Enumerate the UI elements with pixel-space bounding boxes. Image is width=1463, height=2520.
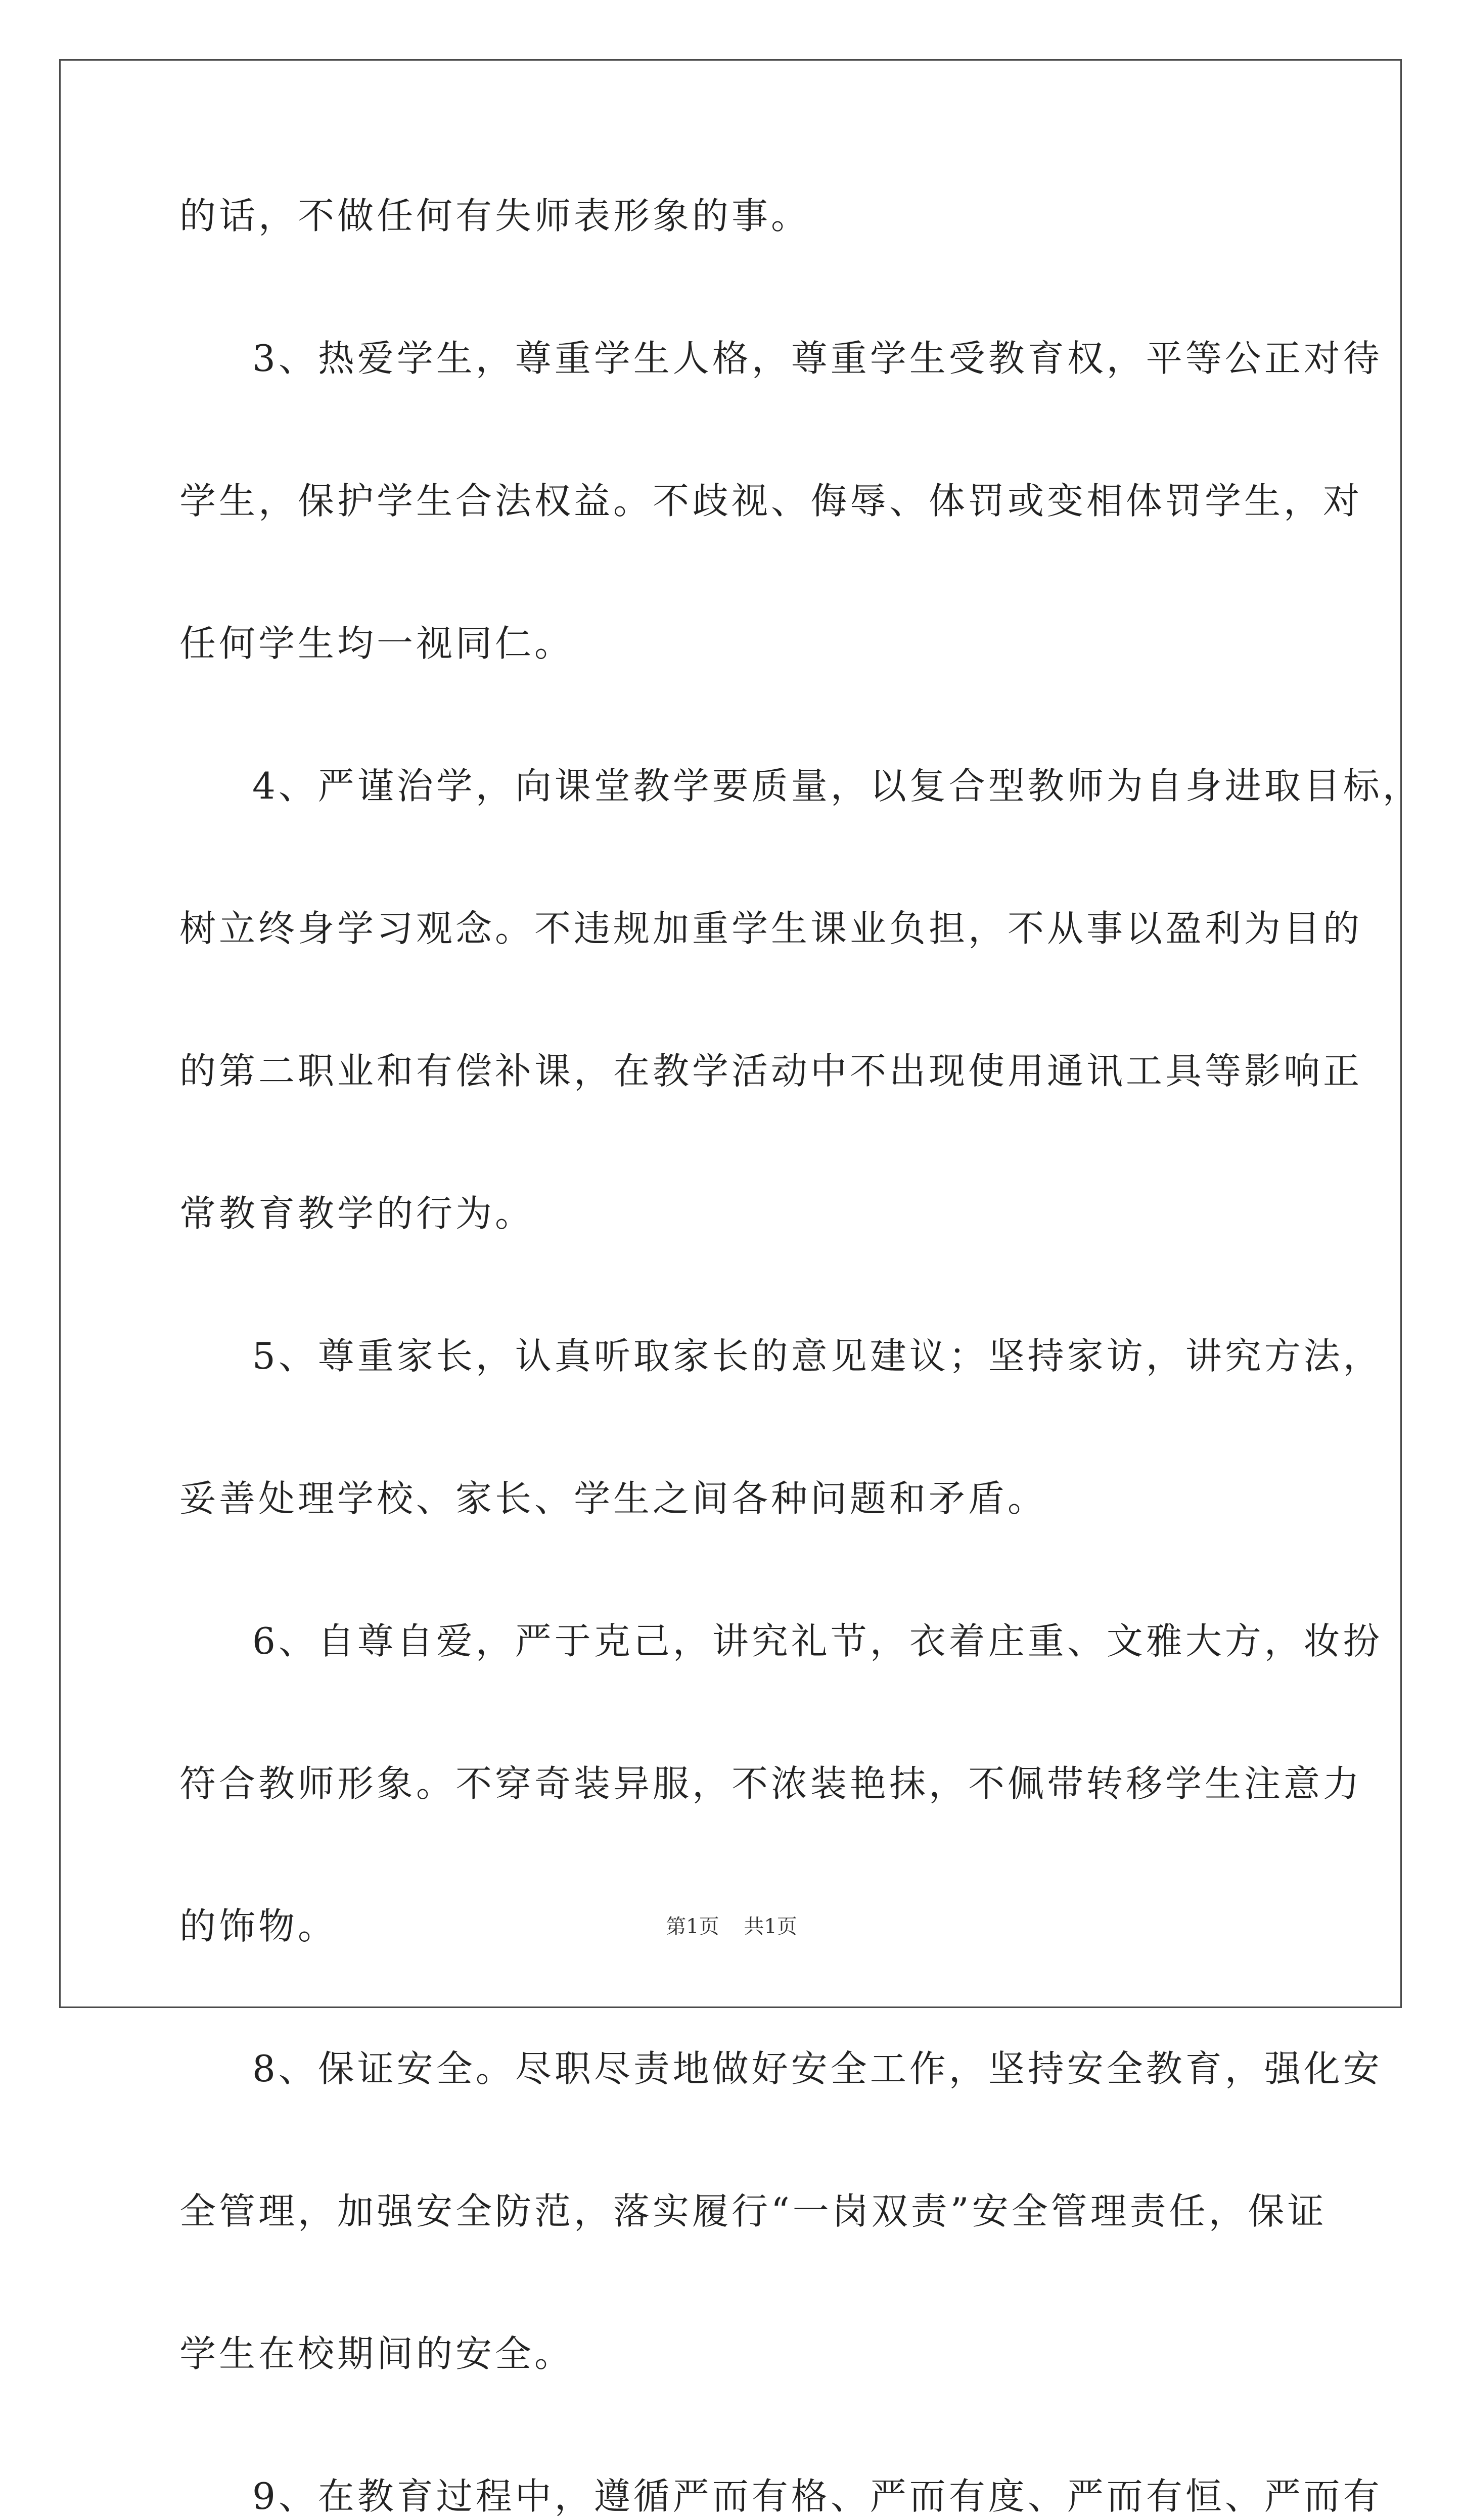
paragraph-5-line-2: 妥善处理学校、家长、学生之间各种问题和矛盾。 xyxy=(179,1477,1047,1520)
page-footer xyxy=(0,1910,1463,1939)
text-line: 的话，不做任何有失师表形象的事。 xyxy=(179,195,811,237)
paragraph-3-line-2: 学生，保护学生合法权益。不歧视、侮辱、体罚或变相体罚学生，对 xyxy=(179,480,1363,522)
paragraph-3-line-1: 3、热爱学生，尊重学生人格，尊重学生受教育权，平等公正对待 xyxy=(252,337,1383,380)
paragraph-6-line-3: 的饰物。 xyxy=(179,1905,338,1947)
paragraph-3-line-3: 任何学生均一视同仁。 xyxy=(179,622,574,665)
paragraph-6-line-1: 6、自尊自爱，严于克己，讲究礼节，衣着庄重、文雅大方，妆扮 xyxy=(252,1620,1383,1662)
paragraph-5-line-1: 5、尊重家长，认真听取家长的意见建议；坚持家访，讲究方法， xyxy=(252,1335,1383,1377)
paragraph-4-line-4: 常教育教学的行为。 xyxy=(179,1192,535,1235)
document-body xyxy=(179,192,1422,2520)
paragraph-9-line-1: 9、在教育过程中，遵循严而有格、严而有度、严而有恒、严而有 xyxy=(252,2475,1383,2517)
page-total: 共1页 xyxy=(744,1915,797,1938)
paragraph-4-line-1: 4、严谨治学，向课堂教学要质量，以复合型教师为自身进取目标， xyxy=(252,765,1422,807)
page-number: 第1页 xyxy=(666,1915,719,1938)
paragraph-8-line-2: 全管理，加强安全防范，落实履行“一岗双责”安全管理责任，保证 xyxy=(179,2190,1327,2232)
paragraph-6-line-2: 符合教师形象。不穿奇装异服，不浓装艳抹，不佩带转移学生注意力 xyxy=(179,1762,1363,1805)
paragraph-4-line-2: 树立终身学习观念。不违规加重学生课业负担，不从事以盈利为目的 xyxy=(179,907,1363,950)
paragraph-4-line-3: 的第二职业和有偿补课，在教学活动中不出现使用通讯工具等影响正 xyxy=(179,1050,1363,1092)
paragraph-8-line-1: 8、保证安全。尽职尽责地做好安全工作，坚持安全教育，强化安 xyxy=(252,2047,1383,2090)
paragraph-8-line-3: 学生在校期间的安全。 xyxy=(179,2332,574,2375)
